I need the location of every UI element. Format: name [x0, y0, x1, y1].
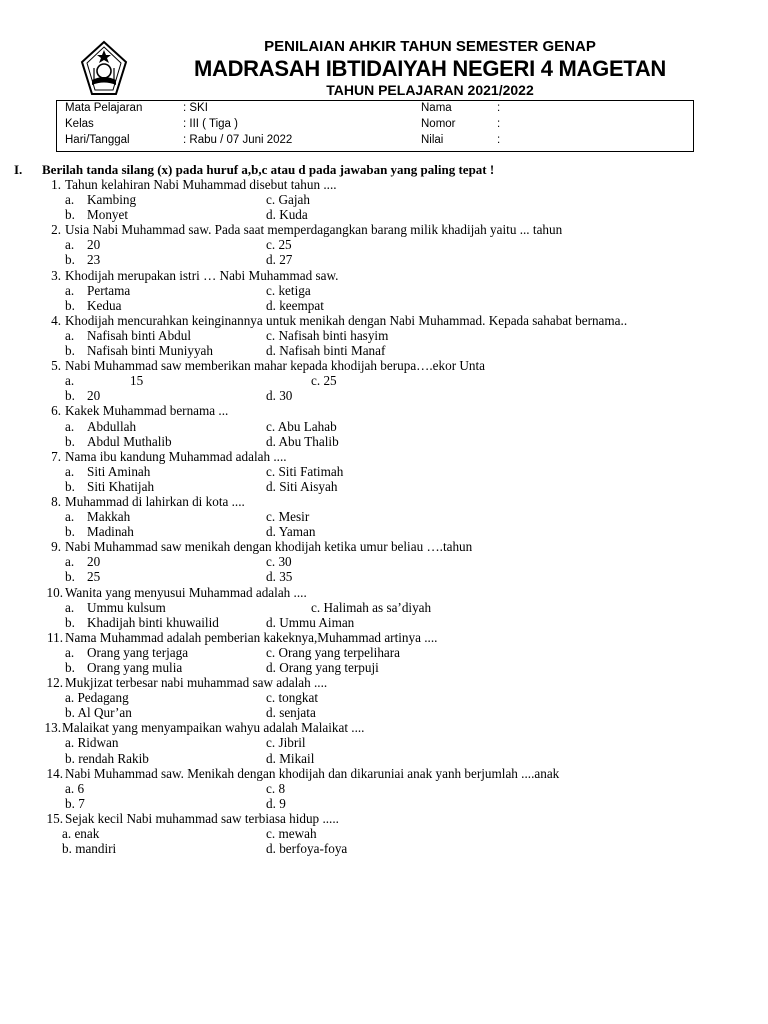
option-text: 25 — [323, 373, 337, 389]
answer-option-c[interactable] — [266, 645, 400, 660]
question-text: Nabi Muhammad saw menikah dengan khodijah ketika umur beliau ….tahun — [65, 539, 473, 555]
school-name: MADRASAH IBTIDAIYAH NEGERI 4 MAGETAN — [193, 56, 666, 81]
answer-option-b[interactable] — [65, 751, 149, 766]
option-row — [0, 751, 768, 766]
question-text: Tahun kelahiran Nabi Muhammad disebut tahun .... — [65, 177, 337, 192]
option-row — [0, 645, 768, 660]
option-letter: d. — [266, 614, 276, 630]
answer-option-b[interactable]: Abdul Muthalib — [87, 433, 172, 449]
option-letter: a. — [65, 327, 75, 343]
option-letter: b. — [65, 750, 75, 766]
answer-option-b[interactable]: 25 — [87, 569, 101, 585]
option-row — [0, 464, 768, 479]
question-number: 13. — [44, 720, 61, 736]
option-row — [0, 479, 768, 494]
option-text: Ridwan — [77, 735, 119, 751]
number-field[interactable]: : — [497, 118, 501, 130]
answer-option-a[interactable]: Siti Aminah — [87, 463, 151, 479]
answer-option-c[interactable] — [311, 373, 337, 388]
option-text: keempat — [279, 297, 324, 313]
question-list — [0, 177, 768, 856]
answer-option-d[interactable] — [266, 343, 385, 358]
question-text: Khodijah mencurahkan keinginannya untuk menikah dengan Nabi Muhammad. Kepada sahabat bernama.. — [65, 312, 628, 328]
option-letter: a. — [65, 463, 75, 479]
option-text: mandiri — [75, 841, 117, 857]
option-letter: c. — [266, 690, 276, 706]
answer-option-b[interactable]: Orang yang mulia — [87, 660, 183, 675]
option-text: Siti Aisyah — [279, 478, 338, 494]
date-value: : Rabu / 07 Juni 2022 — [183, 134, 293, 146]
option-letter: a. — [65, 644, 75, 660]
option-row — [0, 796, 768, 811]
option-letter: c. — [266, 826, 276, 842]
option-row — [0, 373, 768, 388]
answer-option-c[interactable] — [266, 826, 317, 841]
instruction-text: Berilah tanda silang (x) pada huruf a,b,c atau d pada jawaban yang paling tepat ! — [42, 162, 495, 177]
option-letter: c. — [311, 599, 321, 615]
answer-option-a[interactable]: Orang yang terjaga — [87, 644, 189, 660]
answer-option-b[interactable]: Monyet — [87, 207, 129, 223]
answer-option-a[interactable] — [65, 735, 118, 750]
question-row — [0, 449, 768, 464]
option-letter: c. — [266, 554, 276, 570]
option-letter: c. — [266, 644, 276, 660]
option-text: mewah — [278, 826, 317, 842]
question-row — [0, 358, 768, 373]
answer-option-d[interactable] — [266, 615, 354, 630]
option-row — [0, 328, 768, 343]
option-row — [0, 781, 768, 796]
question-number: 11. — [47, 629, 63, 645]
option-letter: c. — [266, 418, 276, 434]
option-row — [0, 509, 768, 524]
option-letter: a. — [65, 509, 75, 525]
option-text: Kuda — [279, 207, 308, 223]
question-number: 15. — [46, 810, 63, 826]
question-row — [0, 675, 768, 690]
option-letter: a. — [65, 599, 75, 615]
question-number: 7. — [51, 448, 61, 464]
option-letter: b. — [65, 297, 75, 313]
option-letter: c. — [266, 780, 276, 796]
answer-option-d[interactable] — [266, 524, 315, 539]
option-row — [0, 237, 768, 252]
question-text: Wanita yang menyusui Muhammad adalah .... — [65, 584, 307, 600]
answer-option-b[interactable] — [65, 796, 85, 811]
question-number: 4. — [51, 312, 61, 328]
option-text: Gajah — [278, 192, 310, 208]
option-row — [0, 419, 768, 434]
option-row — [0, 434, 768, 449]
option-row — [0, 252, 768, 267]
question-number: 12. — [46, 675, 63, 691]
question-text: Nama ibu kandung Muhammad adalah .... — [65, 448, 287, 464]
answer-option-b[interactable]: Siti Khatijah — [87, 478, 155, 494]
question-row — [0, 403, 768, 418]
option-text: ketiga — [278, 282, 311, 298]
option-text: 6 — [77, 780, 85, 796]
answer-option-c[interactable] — [266, 283, 311, 298]
answer-option-b[interactable] — [62, 841, 116, 856]
answer-option-a[interactable] — [62, 826, 99, 841]
number-label: Nomor — [421, 118, 456, 130]
option-letter: b. — [62, 841, 72, 857]
option-text: 25 — [278, 237, 292, 253]
option-row — [0, 388, 768, 403]
option-letter: b. — [65, 478, 75, 494]
answer-option-a[interactable]: Pertama — [87, 282, 131, 298]
name-field[interactable]: : — [497, 102, 501, 114]
score-field[interactable]: : — [497, 134, 501, 146]
option-row — [0, 705, 768, 720]
option-text: berfoya-foya — [279, 841, 348, 857]
answer-option-c[interactable] — [266, 419, 337, 434]
question-row — [0, 585, 768, 600]
exam-title: PENILAIAN AHKIR TAHUN SEMESTER GENAP — [264, 38, 596, 55]
answer-option-c[interactable] — [266, 192, 310, 207]
question-row — [0, 539, 768, 554]
option-row — [0, 841, 768, 856]
answer-option-d[interactable] — [266, 569, 292, 584]
option-letter: a. — [65, 418, 75, 434]
question-text: Nabi Muhammad saw memberikan mahar kepada khodijah berupa….ekor Unta — [65, 358, 486, 374]
answer-option-d[interactable] — [266, 434, 339, 449]
question-row — [0, 222, 768, 237]
option-text: Abu Lahab — [277, 418, 337, 434]
option-letter: d. — [266, 478, 276, 494]
option-letter: b. — [65, 388, 75, 404]
answer-option-a[interactable]: Abdullah — [87, 418, 137, 434]
option-text: Pedagang — [77, 690, 129, 706]
option-text: Orang yang terpuji — [279, 660, 379, 675]
option-letter: b. — [65, 795, 75, 811]
option-text: Yaman — [278, 524, 316, 540]
option-text: 35 — [279, 569, 293, 585]
option-letter: b. — [65, 343, 75, 359]
answer-option-c[interactable] — [266, 237, 292, 252]
option-row — [0, 192, 768, 207]
answer-option-c[interactable] — [266, 328, 388, 343]
answer-option-b[interactable]: 20 — [87, 388, 101, 404]
answer-option-d[interactable] — [266, 751, 314, 766]
question-number: 2. — [51, 222, 61, 238]
option-letter: d. — [266, 252, 276, 268]
option-text: Nafisah binti hasyim — [278, 327, 389, 343]
answer-option-d[interactable] — [266, 660, 379, 675]
question-row — [0, 268, 768, 283]
subject-label: Mata Pelajaran — [65, 102, 143, 114]
answer-option-b[interactable]: 23 — [87, 252, 101, 268]
option-text: Ummu Aiman — [279, 614, 355, 630]
answer-option-b[interactable]: Khadijah binti khuwailid — [87, 614, 219, 630]
answer-option-c[interactable] — [266, 509, 309, 524]
question-row — [0, 766, 768, 781]
option-letter: b. — [65, 207, 75, 223]
option-row — [0, 343, 768, 358]
option-text: Siti Fatimah — [278, 463, 344, 479]
answer-option-d[interactable] — [266, 298, 324, 313]
question-text: Usia Nabi Muhammad saw. Pada saat memperdagangkan barang milik khadijah yaitu ... tahun — [65, 222, 563, 238]
answer-option-c[interactable] — [266, 735, 306, 750]
answer-option-c[interactable] — [311, 600, 431, 615]
question-text: Kakek Muhammad bernama ... — [65, 403, 229, 419]
option-text: 8 — [278, 780, 286, 796]
option-letter: c. — [266, 237, 276, 253]
option-text: tongkat — [278, 690, 319, 706]
option-letter: c. — [311, 373, 321, 389]
option-row — [0, 615, 768, 630]
answer-option-a[interactable]: Makkah — [87, 509, 131, 525]
question-row — [0, 630, 768, 645]
option-text: Orang yang terpelihara — [278, 644, 401, 660]
class-label: Kelas — [65, 118, 94, 130]
answer-option-c[interactable] — [266, 781, 285, 796]
option-letter: d. — [266, 343, 276, 359]
question-text: Malaikat yang menyampaikan wahyu adalah Malaikat .... — [62, 720, 365, 736]
option-letter: a. — [65, 237, 75, 253]
option-row — [0, 524, 768, 539]
option-letter: d. — [266, 660, 276, 675]
option-letter: c. — [266, 327, 276, 343]
question-number: 8. — [51, 493, 61, 509]
option-letter: b. — [65, 614, 75, 630]
answer-option-d[interactable] — [266, 705, 316, 720]
option-row — [0, 735, 768, 750]
option-text: 9 — [279, 795, 286, 811]
score-label: Nilai — [421, 134, 444, 146]
option-letter: b. — [65, 252, 75, 268]
option-row — [0, 690, 768, 705]
option-text: enak — [74, 826, 100, 842]
question-number: 1. — [51, 177, 61, 192]
answer-option-a[interactable]: Nafisah binti Abdul — [87, 327, 192, 343]
option-row — [0, 207, 768, 222]
student-info-box — [56, 100, 694, 152]
question-row — [0, 811, 768, 826]
answer-option-c[interactable] — [266, 464, 343, 479]
option-letter: d. — [266, 524, 276, 540]
option-row — [0, 554, 768, 569]
answer-option-a[interactable]: 15 — [130, 373, 144, 389]
answer-option-b[interactable]: Madinah — [87, 524, 134, 540]
question-text: Muhammad di lahirkan di kota .... — [65, 493, 245, 509]
question-row — [0, 720, 768, 735]
option-text: 27 — [279, 252, 293, 268]
option-letter: d. — [266, 841, 276, 857]
option-letter: a. — [65, 735, 75, 751]
option-letter: a. — [65, 554, 75, 570]
option-text: senjata — [279, 705, 316, 721]
option-row — [0, 660, 768, 675]
question-number: 10. — [46, 584, 63, 600]
option-row — [0, 826, 768, 841]
option-text: 30 — [278, 554, 292, 570]
question-row — [0, 177, 768, 192]
option-letter: b. — [65, 660, 75, 675]
option-row — [0, 569, 768, 584]
answer-option-b[interactable]: Nafisah binti Muniyyah — [87, 343, 213, 359]
option-text: 30 — [279, 388, 293, 404]
option-letter: b. — [65, 569, 75, 585]
option-letter: a. — [65, 373, 75, 389]
class-value: : III ( Tiga ) — [183, 118, 238, 130]
answer-option-d[interactable] — [266, 207, 308, 222]
question-text: Nama Muhammad adalah pemberian kakeknya,Muhammad artinya .... — [65, 629, 438, 645]
answer-option-d[interactable] — [266, 388, 292, 403]
option-letter: d. — [266, 795, 276, 811]
question-text: Sejak kecil Nabi muhammad saw terbiasa hidup ..... — [65, 810, 339, 826]
option-letter: a. — [62, 826, 72, 842]
option-letter: d. — [266, 207, 276, 223]
option-letter: c. — [266, 192, 276, 208]
option-row — [0, 283, 768, 298]
option-letter: b. — [65, 705, 75, 721]
option-letter: d. — [266, 433, 276, 449]
answer-option-b[interactable]: Kedua — [87, 297, 122, 313]
kemenag-logo — [80, 40, 128, 96]
option-letter: a. — [65, 192, 75, 208]
option-letter: d. — [266, 297, 276, 313]
option-text: Mikail — [279, 750, 315, 766]
option-letter: d. — [266, 569, 276, 585]
answer-option-a[interactable]: Ummu kulsum — [87, 599, 166, 615]
answer-option-b[interactable] — [65, 705, 132, 720]
option-row — [0, 298, 768, 313]
option-letter: a. — [65, 282, 75, 298]
option-letter: b. — [65, 433, 75, 449]
answer-option-a[interactable] — [65, 781, 84, 796]
academic-year: TAHUN PELAJARAN 2021/2022 — [326, 82, 534, 98]
question-number: 6. — [51, 403, 61, 419]
question-number: 3. — [51, 267, 61, 283]
answer-option-c[interactable] — [266, 554, 292, 569]
question-text: Khodijah merupakan istri … Nabi Muhammad saw. — [65, 267, 339, 283]
answer-option-d[interactable] — [266, 479, 337, 494]
option-text: Al Qur’an — [77, 705, 132, 721]
answer-option-d[interactable] — [266, 841, 347, 856]
option-letter: c. — [266, 735, 276, 751]
option-text: Mesir — [278, 509, 310, 525]
question-row — [0, 313, 768, 328]
option-letter: d. — [266, 705, 276, 721]
option-text: rendah Rakib — [78, 750, 149, 766]
option-text: 7 — [78, 795, 85, 811]
option-text: Nafisah binti Manaf — [279, 343, 386, 359]
question-text: Mukjizat terbesar nabi muhammad saw adalah .... — [65, 675, 328, 691]
question-text: Nabi Muhammad saw. Menikah dengan khodijah dan dikaruniai anak yanh berjumlah ....anak — [65, 765, 560, 781]
option-letter: d. — [266, 750, 276, 766]
question-number: 14. — [46, 765, 63, 781]
option-text: Halimah as sa’diyah — [323, 599, 432, 615]
name-label: Nama — [421, 102, 452, 114]
answer-option-a[interactable]: Kambing — [87, 192, 137, 208]
answer-option-c[interactable] — [266, 690, 318, 705]
answer-option-d[interactable] — [266, 796, 286, 811]
question-number: 5. — [51, 358, 61, 374]
option-letter: d. — [266, 388, 276, 404]
option-row — [0, 600, 768, 615]
option-letter: b. — [65, 524, 75, 540]
question-row — [0, 494, 768, 509]
answer-option-a[interactable]: 20 — [87, 554, 101, 570]
date-label: Hari/Tanggal — [65, 134, 130, 146]
option-letter: c. — [266, 282, 276, 298]
option-letter: a. — [65, 690, 75, 706]
section-number: I. — [14, 162, 23, 177]
option-letter: c. — [266, 463, 276, 479]
subject-value: : SKI — [183, 102, 208, 114]
answer-option-d[interactable] — [266, 252, 292, 267]
option-text: Jibril — [278, 735, 306, 751]
answer-option-a[interactable]: 20 — [87, 237, 101, 253]
option-text: Abu Thalib — [278, 433, 339, 449]
option-letter: a. — [65, 780, 75, 796]
question-number: 9. — [51, 539, 61, 555]
answer-option-a[interactable] — [65, 690, 129, 705]
option-letter: c. — [266, 509, 276, 525]
